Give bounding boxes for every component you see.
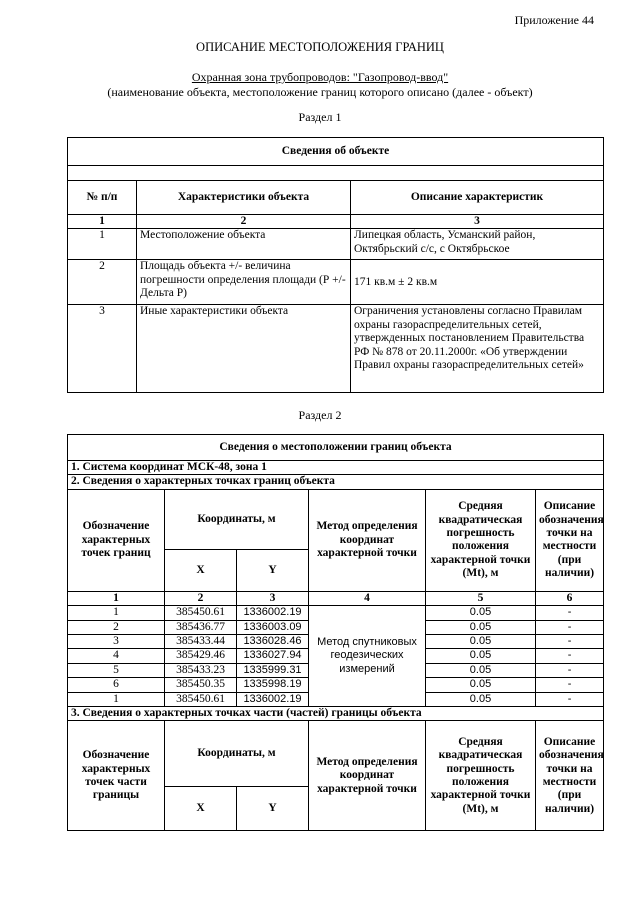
document-title: ОПИСАНИЕ МЕСТОПОЛОЖЕНИЯ ГРАНИЦ — [196, 40, 444, 54]
row-number: 3 — [68, 305, 137, 393]
header-x: X — [165, 549, 237, 591]
header-description: Описание характеристик — [351, 181, 604, 215]
point-x: 385450.61 — [165, 692, 237, 706]
col-number: 3 — [237, 591, 309, 605]
point-y: 1336002.19 — [237, 692, 309, 706]
point-number: 5 — [68, 663, 165, 677]
header-part-point-designation: Обозначение характерных точек части границы — [68, 721, 165, 831]
point-y: 1336028.46 — [237, 635, 309, 649]
point-description: - — [536, 649, 604, 663]
table-row — [68, 229, 604, 260]
point-number: 2 — [68, 620, 165, 634]
point-y: 1335998.19 — [237, 678, 309, 692]
point-number: 6 — [68, 678, 165, 692]
points-section-title: 2. Сведения о характерных точках границ объекта — [68, 475, 604, 489]
point-x: 385436.77 — [165, 620, 237, 634]
object-info-table — [67, 137, 604, 393]
col-number: 5 — [426, 591, 536, 605]
header-method: Метод определения координат характерной точки — [309, 489, 426, 591]
point-y: 1335999.31 — [237, 663, 309, 677]
point-number: 1 — [68, 692, 165, 706]
point-x: 385429.46 — [165, 649, 237, 663]
row-characteristic: Местоположение объекта — [137, 229, 351, 260]
row-number: 2 — [68, 260, 137, 305]
coordinate-system: 1. Система координат МСК-48, зона 1 — [68, 461, 604, 475]
col-number: 3 — [351, 215, 604, 229]
point-description: - — [536, 620, 604, 634]
point-number: 4 — [68, 649, 165, 663]
col-number: 2 — [137, 215, 351, 229]
table-row — [68, 305, 604, 393]
point-y: 1336002.19 — [237, 606, 309, 620]
header-characteristic: Характеристики объекта — [137, 181, 351, 215]
point-mean-error: 0.05 — [426, 620, 536, 634]
header-number: № п/п — [68, 181, 137, 215]
header-part-y: Y — [237, 787, 309, 831]
section-2-label: Раздел 2 — [298, 408, 342, 422]
parts-section-title: 3. Сведения о характерных точках части (частей) границы объекта — [68, 707, 604, 721]
header-coordinates: Координаты, м — [165, 489, 309, 549]
point-x: 385450.61 — [165, 606, 237, 620]
point-description: - — [536, 663, 604, 677]
boundary-location-table — [67, 434, 604, 831]
point-number: 3 — [68, 635, 165, 649]
row-characteristic: Иные характеристики объекта — [137, 305, 351, 393]
point-method: Метод спутниковых геодезических измерений — [309, 606, 426, 707]
point-mean-error: 0.05 — [426, 649, 536, 663]
point-description: - — [536, 678, 604, 692]
point-y: 1336027.94 — [237, 649, 309, 663]
header-part-x: X — [165, 787, 237, 831]
col-number: 6 — [536, 591, 604, 605]
empty-row — [68, 166, 604, 181]
header-part-mean-error: Средняя квадратическая погрешность положения характерной точки (Mt), м — [426, 721, 536, 831]
object-description: (наименование объекта, местоположение границ которого описано (далее - объект) — [107, 85, 533, 99]
col-number: 1 — [68, 215, 137, 229]
header-y: Y — [237, 549, 309, 591]
header-part-coordinates: Координаты, м — [165, 721, 309, 787]
point-mean-error: 0.05 — [426, 635, 536, 649]
point-description: - — [536, 635, 604, 649]
point-mean-error: 0.05 — [426, 606, 536, 620]
header-part-point-description: Описание обозначения точки на местности (при наличии) — [536, 721, 604, 831]
point-description: - — [536, 692, 604, 706]
object-name: Охранная зона трубопроводов: "Газопровод-ввод" — [191, 70, 449, 84]
point-mean-error: 0.05 — [426, 663, 536, 677]
point-number: 1 — [68, 606, 165, 620]
row-characteristic: Площадь объекта +/- величина погрешности определения площади (Р +/- Дельта Р) — [137, 260, 351, 305]
point-y: 1336003.09 — [237, 620, 309, 634]
row-description: Ограничения установлены согласно Правилам охраны газораспределительных сетей, утвержденных постановлением Правительства РФ № 878 от 20.11.2000г. «Об утверждении Правил охраны газораспределительных сетей» — [351, 305, 604, 393]
boundary-table-title: Сведения о местоположении границ объекта — [68, 435, 604, 461]
col-number: 4 — [309, 591, 426, 605]
header-mean-error: Средняя квадратическая погрешность положения характерной точки (Mt), м — [426, 489, 536, 591]
point-x: 385433.23 — [165, 663, 237, 677]
point-mean-error: 0.05 — [426, 678, 536, 692]
point-x: 385450.35 — [165, 678, 237, 692]
appendix-label: Приложение 44 — [514, 13, 594, 27]
section-1-label: Раздел 1 — [298, 110, 342, 124]
row-description: Липецкая область, Усманский район, Октябрьский с/с, с Октябрьское — [351, 229, 604, 260]
header-point-designation: Обозначение характерных точек границ — [68, 489, 165, 591]
row-description: 171 кв.м ± 2 кв.м — [351, 260, 604, 305]
table-row — [68, 606, 604, 620]
row-number: 1 — [68, 229, 137, 260]
col-number: 2 — [165, 591, 237, 605]
col-number: 1 — [68, 591, 165, 605]
object-info-title: Сведения об объекте — [68, 138, 604, 166]
point-mean-error: 0.05 — [426, 692, 536, 706]
point-x: 385433.44 — [165, 635, 237, 649]
header-point-description: Описание обозначения точки на местности (при наличии) — [536, 489, 604, 591]
header-part-method: Метод определения координат характерной точки — [309, 721, 426, 831]
point-description: - — [536, 606, 604, 620]
table-row — [68, 260, 604, 305]
